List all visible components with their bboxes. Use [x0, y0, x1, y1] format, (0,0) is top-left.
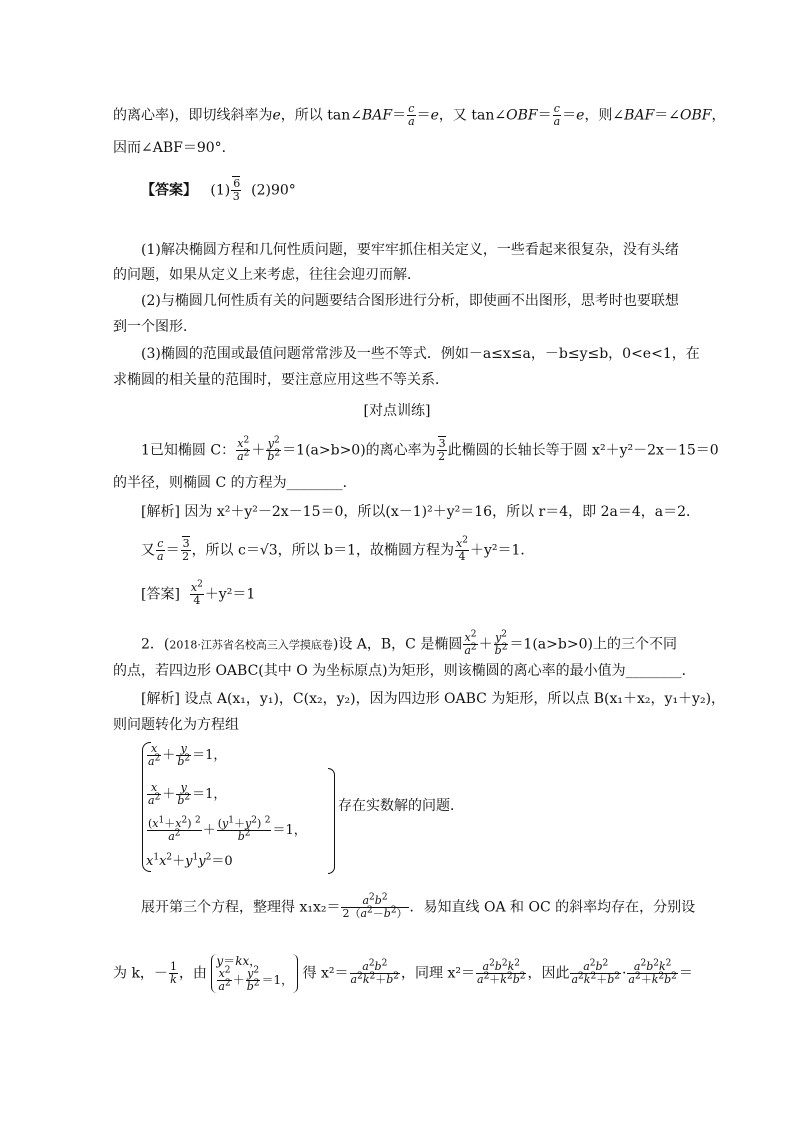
- analysis-line: 又 $\frac{c}{a}$ ＝ $\frac{3}{2}$ ，所以 c＝√3，所以 b＝1，故椭圆方程为 $\frac{x^2}{4}$ ＋y²＝1．: [141, 535, 535, 563]
- equation-4: $x^1x^2+y^1y^2=0$: [146, 852, 233, 869]
- fraction: $\frac{c}{a}$: [157, 537, 164, 563]
- fraction: $\frac{a^2b^2}{a^2k^2+b^2}$: [571, 958, 620, 986]
- summary-line: 的问题，如果从定义上来考虑，往往会迎刃而解．: [113, 267, 421, 283]
- right-brace: [328, 768, 335, 874]
- equation-2: $\frac{x}{a^2}$ ＋ $\frac{y}{b^2}$ ＝1，: [148, 781, 227, 807]
- question-line: 的点，若四边形 OABC(其中 O 为坐标原点)为矩形，则该椭圆的离心率的最小值为________．: [113, 663, 696, 679]
- equation-1: $\frac{x}{a^2}$ ＋ $\frac{y}{b^2}$ ＝1，: [148, 742, 227, 768]
- text-span: 的离心率)，即切线斜率为: [113, 107, 273, 124]
- fraction: $\frac{x^2}{a^2}$: [237, 435, 250, 463]
- fraction: $\frac{y^2}{b^2}$: [267, 435, 281, 463]
- fraction: $\frac{x^2}{4}$: [456, 535, 468, 563]
- analysis-line: [141, 690, 725, 708]
- text-span: ，同理 x²＝: [401, 965, 475, 982]
- answer-label: 【答案】: [141, 182, 197, 199]
- fraction: $\frac{c}{a}$: [408, 102, 415, 128]
- answer-label: [答案]: [141, 586, 180, 603]
- text-span: ＋y²＝1: [204, 586, 256, 603]
- answer-line: [141, 579, 256, 607]
- system-tail: 存在实数解的问题．: [338, 798, 464, 814]
- system-small: y＝kx， $\frac{x^2}{a^2}$ ＋ $\frac{y^2}{b^2}$ ＝1，: [211, 954, 298, 993]
- question-line: 2．(2018·江苏省名校高三入学摸底卷)设 A，B，C 是椭圆 $\frac{x^2}{a^2}$ ＋ $\frac{y^2}{b^2}$ ＝1(a>b>0)上的三个不同: [141, 629, 677, 657]
- text-span: 展开第三个方程，整理得 x₁x₂＝: [141, 899, 341, 916]
- analysis-line: [141, 503, 700, 521]
- text-span: 又: [141, 542, 155, 559]
- summary-line: (3)椭圆的范围或最值问题常常涉及一些不等式．例如－a≤x≤a，－b≤y≤b，0<e<1，在: [141, 346, 700, 362]
- question-line: 的半径，则椭圆 C 的方程为________．: [113, 475, 357, 491]
- answer-line: [141, 178, 296, 203]
- text-span: ，又 tan∠: [438, 107, 507, 124]
- fraction: $\frac{a^2b^2}{a^2k^2+b^2}$: [350, 958, 400, 986]
- text-span: ＋y²＝1．: [469, 542, 535, 559]
- summary-line: 到一个图形．: [113, 319, 197, 335]
- text-span: ＝1(a>b>0)的离心率为: [282, 442, 436, 459]
- fraction: $\frac{a^2b^2k^2}{a^2+k^2b^2}$: [477, 958, 526, 986]
- section-title: [对点训练]: [363, 403, 431, 419]
- para-line: 因而∠ABF＝90°．: [113, 140, 236, 156]
- text-span: ，因此: [527, 965, 570, 982]
- text-span: (1): [210, 182, 231, 199]
- fraction: $\frac{6}{3}$: [232, 177, 241, 203]
- analysis-label: [解析]: [141, 691, 180, 707]
- fraction: $\frac{a^2b^2k^2}{a^2+k^2b^2}$: [628, 958, 677, 986]
- text-span: ，由: [178, 965, 207, 982]
- text-span: 2．(: [141, 636, 170, 653]
- analysis-line: [141, 892, 696, 920]
- source-label: 2018·江苏省名校高三入学摸底卷: [169, 638, 333, 652]
- text-span: ，所以 tan∠: [280, 107, 362, 124]
- fraction: $\frac{c}{a}$: [553, 102, 561, 128]
- text-span: ，所以 c＝√3，所以 b＝1，故椭圆方程为: [191, 542, 455, 559]
- text-span: ．易知直线 OA 和 OC 的斜率均存在，分别设: [409, 899, 696, 916]
- summary-line: (2)与椭圆几何性质有关的问题要结合图形进行分析，即使画不出图形，思考时也要联想: [141, 293, 679, 309]
- text-span: 因为 x²＋y²－2x－15＝0，所以(x－1)²＋y²＝16，所以 r＝4，即 2a＝4，a＝2．: [184, 504, 700, 520]
- text-span: 得 x²＝: [302, 965, 349, 982]
- text-span: (2)90°: [251, 182, 296, 199]
- fraction: $\frac{a^2b^2}{2(a^2-b^2)}$: [342, 892, 408, 920]
- text-span: 为 k，－: [113, 965, 168, 982]
- fraction: $\frac{3}{2}$: [438, 437, 446, 463]
- text-span: ＝: [678, 965, 693, 982]
- text-span: ·: [621, 965, 627, 982]
- fraction: $\frac{x^2}{a^2}$: [464, 629, 477, 657]
- fraction: $\frac{y^2}{b^2}$: [494, 629, 508, 657]
- summary-line: 求椭圆的相关量的范围时，要注意应用这些不等关系．: [113, 372, 449, 388]
- text-span: ＝1(a>b>0)上的三个不同: [509, 636, 677, 653]
- text-span: 设点 A(x₁，y₁)，C(x₂，y₂)，因为四边形 OABC 为矩形，所以点 B(x₁＋x₂，y₁＋y₂)，: [184, 691, 726, 707]
- text-span: 1已知椭圆 C：: [141, 442, 236, 459]
- text-span: 此椭圆的长轴长等于圆 x²＋y²－2x－15＝0: [447, 442, 719, 459]
- text-span: ，则∠: [584, 107, 625, 124]
- summary-line: (1)解决椭圆方程和几何性质问题，要牢牢抓住相关定义，一些看起来很复杂，没有头绪: [141, 242, 679, 258]
- fraction: $\frac{1}{k}$: [169, 960, 177, 986]
- analysis-line: [113, 954, 693, 993]
- fraction: $\frac{3}{2}$: [182, 537, 190, 563]
- fraction: $\frac{x^2}{4}$: [190, 579, 203, 607]
- para-line: 的离心率)，即切线斜率为e，所以 tan∠BAF＝ $\frac{c}{a}$ ＝e，又 tan∠OBF＝ $\frac{c}{a}$ ＝e，则∠BAF＝∠OBF，: [113, 102, 726, 128]
- analysis-label: [解析]: [141, 504, 180, 520]
- text-span: )设 A，B，C 是椭圆: [332, 636, 463, 653]
- analysis-line: 则问题转化为方程组: [113, 717, 239, 733]
- equation-3: $\frac{(x^1+x^2) ^2}{a^2}$ ＋ $\frac{(y^1+y^2) ^2}{b^2}$ ＝1，: [148, 815, 307, 843]
- question-line: 1已知椭圆 C： $\frac{x^2}{a^2}$ ＋ $\frac{y^2}{b^2}$ ＝1(a>b>0)的离心率为 $\frac{3}{2}$ 此椭圆的长轴长等于圆 x²＋y²－2x－15＝0: [141, 435, 719, 463]
